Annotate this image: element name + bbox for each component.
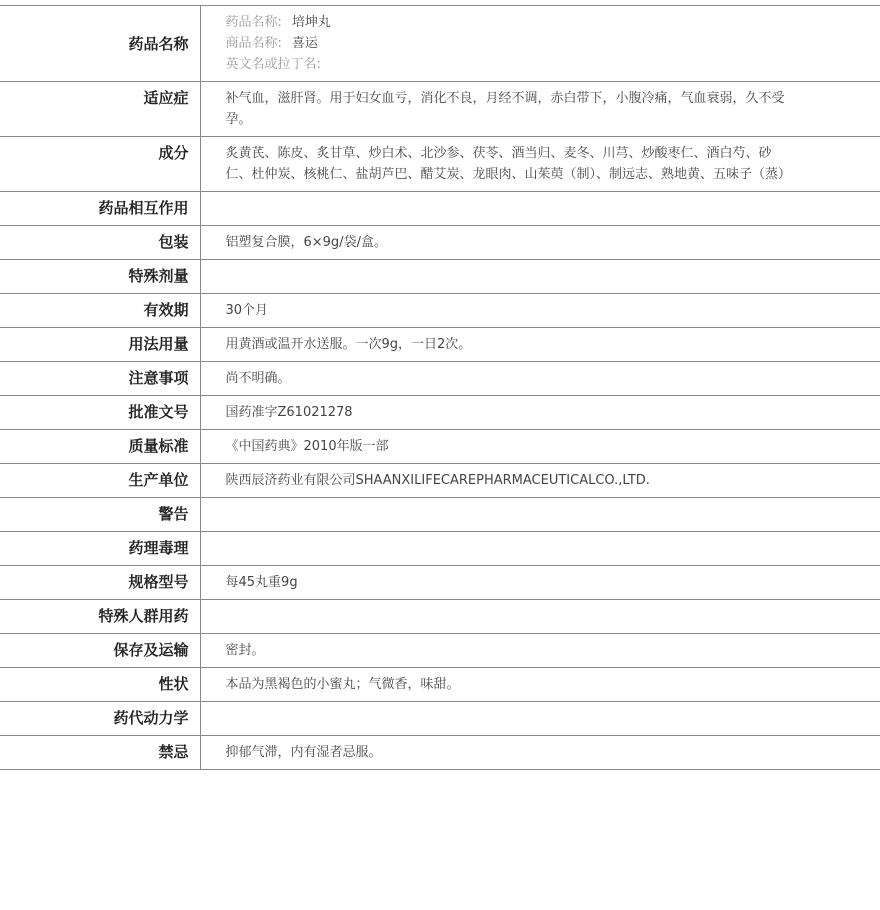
drug-info-table (0, 5, 880, 770)
drug-name-key: 药品名称: (225, 15, 282, 30)
row-label: 规格型号 (0, 566, 200, 600)
table-row-dosage (0, 328, 880, 362)
trade-name-key: 商品名称: (225, 36, 282, 51)
row-label: 成分 (0, 137, 200, 192)
english-name-key: 英文名或拉丁名: (225, 57, 321, 72)
row-value: 每45丸重9g (225, 575, 298, 590)
row-value (200, 192, 880, 226)
row-label: 药理毒理 (0, 532, 200, 566)
row-value (200, 532, 880, 566)
row-label: 性状 (0, 668, 200, 702)
row-value: 《中国药典》2010年版一部 (225, 439, 389, 454)
table-row-pharmacokinetics (0, 702, 880, 736)
row-value: 30个月 (225, 303, 269, 318)
row-label: 批准文号 (0, 396, 200, 430)
row-value: 抑郁气滞，内有湿者忌服。 (225, 745, 382, 760)
trade-name-line (226, 33, 871, 54)
row-label: 保存及运输 (0, 634, 200, 668)
row-label: 质量标准 (0, 430, 200, 464)
table-row-manufacturer (0, 464, 880, 498)
table-row-drug-name (0, 6, 880, 82)
row-label: 生产单位 (0, 464, 200, 498)
table-row-quality-standard (0, 430, 880, 464)
row-label: 包装 (0, 226, 200, 260)
row-value: 补气血，滋肝肾。用于妇女血亏，消化不良，月经不调，赤白带下，小腹冷痛，气血衰弱，久不受孕。 (225, 91, 785, 127)
table-row-ingredients (0, 137, 880, 192)
english-name-line (226, 54, 871, 75)
row-value (200, 702, 880, 736)
row-label: 有效期 (0, 294, 200, 328)
table-row-warning (0, 498, 880, 532)
row-label: 用法用量 (0, 328, 200, 362)
trade-name-value: 喜运 (291, 36, 318, 51)
row-label: 特殊剂量 (0, 260, 200, 294)
row-label: 药品相互作用 (0, 192, 200, 226)
row-label: 适应症 (0, 82, 200, 137)
row-value: 本品为黑褐色的小蜜丸；气微香，味甜。 (225, 677, 460, 692)
row-label: 药代动力学 (0, 702, 200, 736)
drug-name-value: 培坤丸 (291, 15, 331, 30)
row-value: 尚不明确。 (225, 371, 291, 386)
row-label: 药品名称 (0, 6, 200, 82)
row-value: 陕西辰济药业有限公司SHAANXILIFECAREPHARMACEUTICALCO.,LTD. (225, 473, 650, 488)
table-row-shelf-life (0, 294, 880, 328)
drug-name-block (200, 6, 880, 82)
row-value (200, 498, 880, 532)
table-row-special-dose (0, 260, 880, 294)
table-row-description (0, 668, 880, 702)
row-value: 国药准字Z61021278 (225, 405, 353, 420)
table-row-storage (0, 634, 880, 668)
row-value: 炙黄芪、陈皮、炙甘草、炒白术、北沙参、茯苓、酒当归、麦冬、川芎、炒酸枣仁、酒白芍、砂仁、杜仲炭、核桃仁、盐胡芦巴、醋艾炭、龙眼肉、山茱萸（制）、制远志、熟地黄、五味子（蒸） (225, 146, 792, 182)
row-value (200, 260, 880, 294)
row-value: 用黄酒或温开水送服。一次9g，一日2次。 (225, 337, 472, 352)
row-value (200, 600, 880, 634)
row-label: 警告 (0, 498, 200, 532)
row-value: 密封。 (225, 643, 265, 658)
row-label: 注意事项 (0, 362, 200, 396)
table-row-approval-number (0, 396, 880, 430)
table-row-special-populations (0, 600, 880, 634)
table-row-interactions (0, 192, 880, 226)
table-row-pharmacology (0, 532, 880, 566)
table-row-contraindications (0, 736, 880, 770)
table-row-precautions (0, 362, 880, 396)
row-label: 禁忌 (0, 736, 200, 770)
drug-name-line (226, 12, 871, 33)
row-value: 铝塑复合膜，6×9g/袋/盒。 (225, 235, 387, 250)
table-row-indications (0, 82, 880, 137)
table-row-packaging (0, 226, 880, 260)
table-row-specification (0, 566, 880, 600)
row-label: 特殊人群用药 (0, 600, 200, 634)
